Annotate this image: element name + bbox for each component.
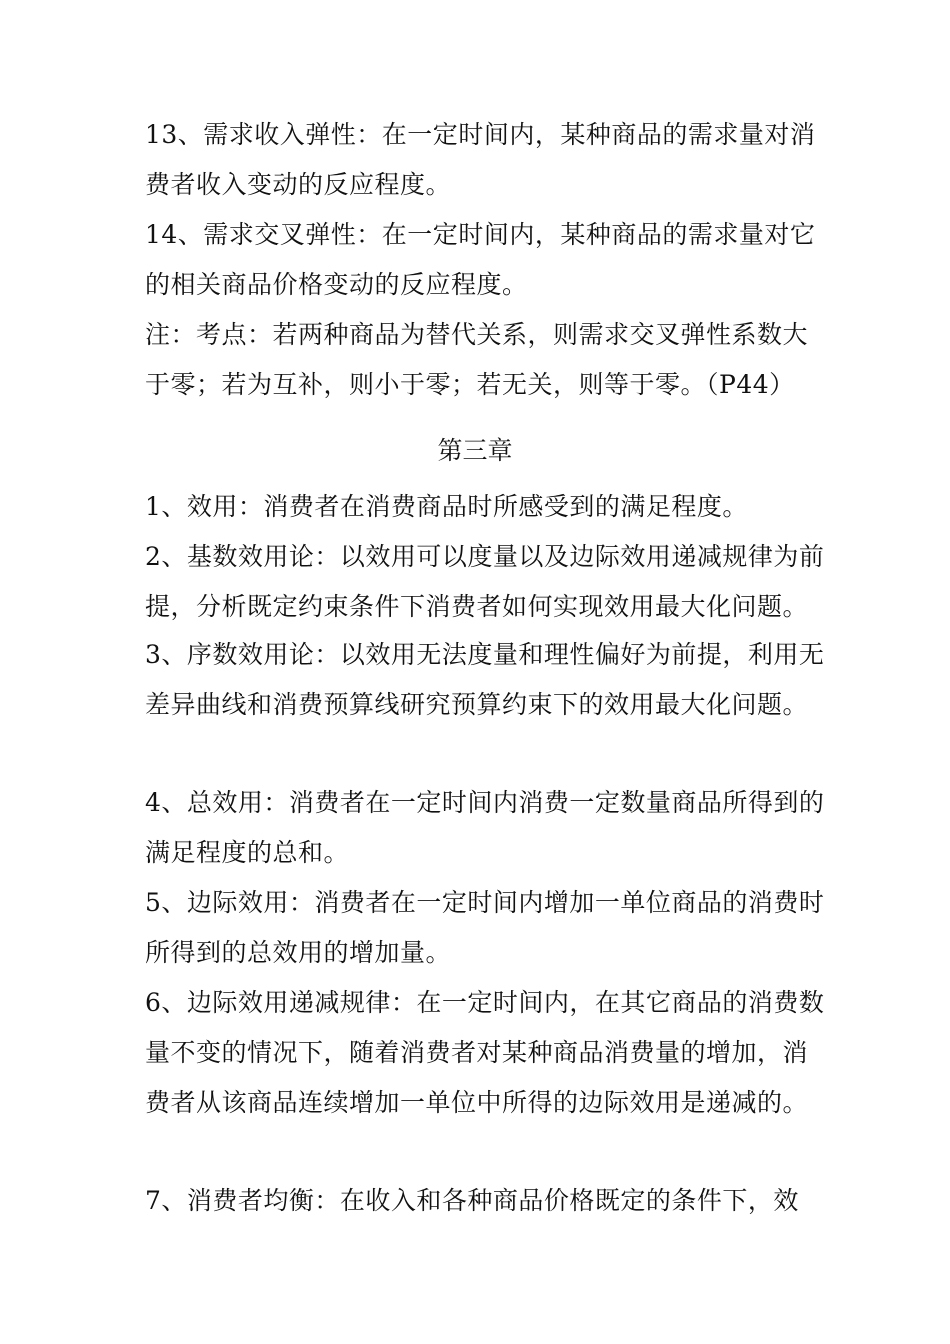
paragraph-income-elasticity: 13、需求收入弹性：在一定时间内，某种商品的需求量对消费者收入变动的反应程度。 xyxy=(145,120,816,199)
paragraph-note: 注：考点：若两种商品为替代关系，则需求交叉弹性系数大于零；若为互补，则小于零；若无关，则等于零。（P44） xyxy=(145,320,809,399)
paragraph-utility: 1、效用：消费者在消费商品时所感受到的满足程度。 xyxy=(145,492,748,521)
paragraph-ordinal-utility: 3、序数效用论：以效用无法度量和理性偏好为前提，利用无差异曲线和消费预算线研究预算约束下的效用最大化问题。 xyxy=(145,640,825,719)
paragraph-diminishing-marginal-utility: 6、边际效用递减规律：在一定时间内，在其它商品的消费数量不变的情况下，随着消费者对某种商品消费量的增加，消费者从该商品连续增加一单位中所得的边际效用是递减的。 xyxy=(145,988,825,1117)
paragraph-cross-elasticity: 14、需求交叉弹性：在一定时间内，某种商品的需求量对它的相关商品价格变动的反应程度。 xyxy=(145,220,816,299)
paragraph-total-utility: 4、总效用：消费者在一定时间内消费一定数量商品所得到的满足程度的总和。 xyxy=(145,788,825,867)
paragraph-marginal-utility: 5、边际效用：消费者在一定时间内增加一单位商品的消费时所得到的总效用的增加量。 xyxy=(145,888,825,967)
paragraph-consumer-equilibrium: 7、消费者均衡：在收入和各种商品价格既定的条件下，效 xyxy=(145,1186,799,1215)
paragraph-cardinal-utility: 2、基数效用论：以效用可以度量以及边际效用递减规律为前提，分析既定约束条件下消费者如何实现效用最大化问题。 xyxy=(145,542,825,621)
chapter-heading: 第三章 xyxy=(437,436,513,465)
